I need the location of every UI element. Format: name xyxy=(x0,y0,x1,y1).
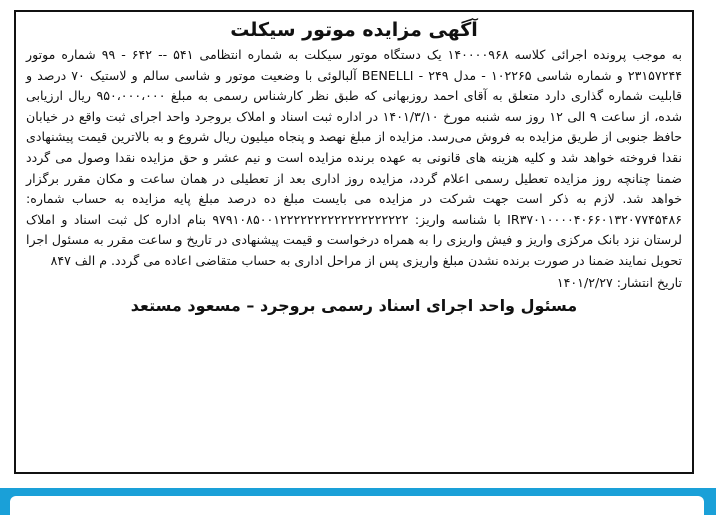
notice-title: آگهی مزایده موتور سیکلت xyxy=(230,19,478,41)
notice-body: به موجب پرونده اجرائی کلاسه ۱۴۰۰۰۰۹۶۸ یک دستگاه موتور سیکلت به شماره انتظامی ۵۴۱ -- ۶۴۲ - ۹۹ شماره موتور ۲۳۱۵۷۲۴۴ و شماره شاسی ۱۰۲۲۶۵ - مدل ۲۴۹ - BENELLI آلبالوئی با وضعیت موتور و شاسی سالم و لاستیک ۷۰ درصد و قابلیت شماره گذاری دارد متعلق به آقای احمد روزبهانی که طبق نظر کارشناس رسمی به مبلغ ۹۵۰،۰۰۰،۰۰۰ ریال ارزیابی شده، از ساعت ۹ الی ۱۲ روز سه شنبه مورخ ۱۴۰۱/۳/۱۰ در اداره ثبت اسناد و املاک بروجرد واحد اجرای ثبت واقع در خیابان حافظ جنوبی از طریق مزایده به فروش می‌رسد. مزایده از مبلغ نهصد و پنجاه میلیون ریال شروع و به بالاترین قیمت پیشنهادی نقدا فروخته خواهد شد و کلیه هزینه های قانونی به عهده برنده مزایده است و نیم عشر و حق مزایده نقدا وصول می گردد ضمنا چنانچه روز مزایده تعطیل رسمی اعلام گردد، مزایده روز اداری بعد از تعطیلی در همان ساعت و مکان مقرر برگزار خواهد شد. لازم به ذکر است جهت شرکت در مزایده می بایست مبلغ ده درصد مبلغ پایه مزایده به حساب شماره: IR۳۷۰۱۰۰۰۰۴۰۶۶۰۱۳۲۰۷۷۴۵۴۸۶ با شناسه واریز: ۹۷۹۱۰۸۵۰۰۱۲۲۲۲۲۲۲۲۲۲۲۲۲۲۲۲۲۲۲ بنام اداره کل ثبت اسناد و املاک لرستان نزد بانک مرکزی واریز و فیش واریزی را به همراه درخواست و قیمت پیشنهادی در تاریخ و ساعت مقرر به مسئول اجرا تحویل نمایند ضمنا در صورت برنده نشدن مبلغ واریزی پس از مراحل اداری به حساب متقاضی اعاده می گردد. م الف ۸۴۷ xyxy=(26,47,683,268)
publish-date: تاریخ انتشار: ۱۴۰۱/۲/۲۷ xyxy=(556,274,682,290)
next-notice-frame xyxy=(0,488,716,515)
auction-notice xyxy=(14,10,694,474)
top-cropped-strip xyxy=(0,0,716,8)
notice-signature: مسئول واحد اجرای اسناد رسمی بروجرد – مسعود مستعد xyxy=(130,295,578,315)
